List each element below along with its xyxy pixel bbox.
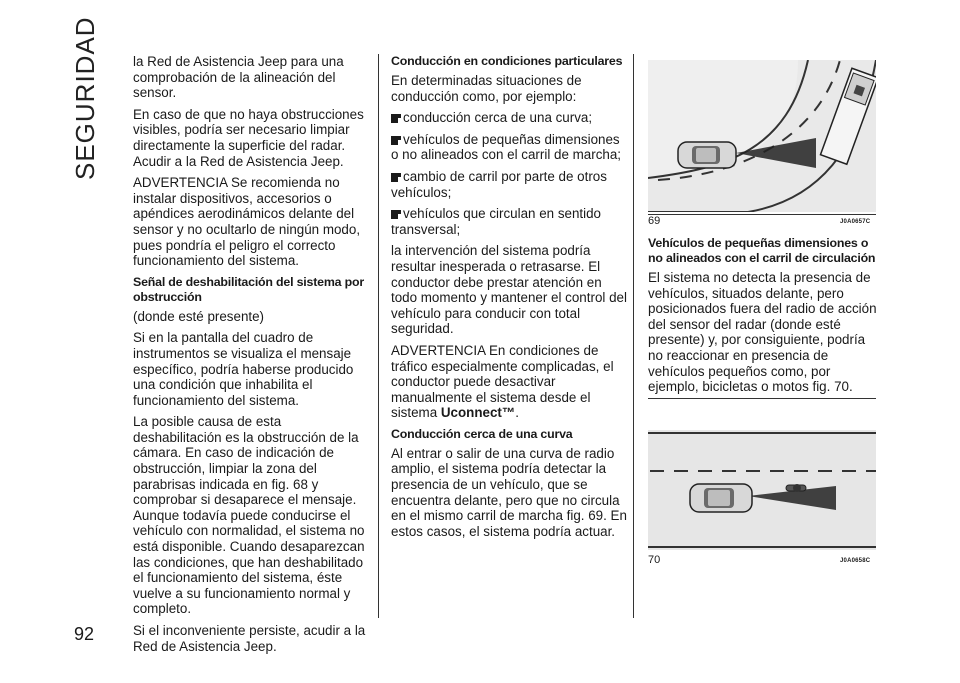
paragraph: La posible causa de esta deshabilitación es la obstrucción de la cámara. En caso de indicación de obstrucción, limpiar la zona del parabrisas indicada en fig. 68 y comprobar si desaparece el mensaje. Aunque todavía puede conducirse el vehículo con normalidad, el sistema no está disponible. Cuando desaparezcan las condiciones, que han deshabilitado el funcionamiento del sistema, éste vuelve a su funcionamiento normal y completo. [133, 414, 365, 617]
column-2 [391, 54, 627, 545]
list-item: cambio de carril por parte de otros vehículos; [391, 168, 607, 200]
column-1 [133, 54, 369, 660]
warning-paragraph: ADVERTENCIA Se recomienda no instalar dispositivos, accesorios o apéndices aerodinámicos delante del sensor y no ocultarlo de ningún modo, pues pondría el peligro el correcto funcionamiento del sistema. [133, 175, 361, 269]
figure-69-illustration [648, 60, 876, 212]
list-item: vehículos que circulan en sentido transversal; [391, 206, 602, 237]
paragraph: Si en la pantalla del cuadro de instrumentos se visualiza el mensaje específico, podría haberse producido una condición que inhabilita el funcionamiento del sistema. [133, 330, 354, 408]
warning-paragraph: ADVERTENCIA En condiciones de tráfico especialmente complicadas, el conductor puede desactivar manualmente el sistema desde el sistema Uconnect™. [391, 342, 614, 421]
bullet-icon [391, 114, 398, 123]
figure-code: J0A0658C [840, 558, 871, 564]
bullet-icon [391, 210, 398, 219]
figure-rule [648, 214, 876, 215]
bullet-icon [391, 173, 398, 182]
figure-code: J0A0657C [840, 219, 871, 225]
paragraph: Al entrar o salir de una curva de radio amplio, el sistema podría detectar la presencia de un vehículo, que se encuentra delante, pero que no circula en el mismo carril de marcha fig. 69. En estos casos, el sistema podría actuar. [391, 445, 627, 539]
column-divider [378, 54, 379, 618]
page-number: 92 [74, 624, 95, 644]
paragraph: la intervención del sistema podría resultar inesperada o retrasarse. El conductor debe prestar atención en todo momento y mantener el control del vehículo para conducir con total seguridad. [391, 243, 627, 337]
section-heading: Conducción en condiciones particulares [391, 54, 623, 68]
list-item: vehículos de pequeñas dimensiones o no alineados con el carril de marcha; [391, 131, 622, 163]
column-divider [633, 54, 634, 618]
section-heading: Vehículos de pequeñas dimensiones o no alineados con el carril de circulación [648, 236, 876, 265]
paragraph: (donde esté presente) [133, 308, 265, 324]
paragraph: la Red de Asistencia Jeep para una comprobación de la alineación del sensor. [133, 54, 344, 101]
figure-number: 70 [648, 554, 661, 566]
paragraph: El sistema no detecta la presencia de vehículos, situados delante, pero posicionados fuera del radio de acción del sensor del radar (donde esté presente) y, por consiguiente, podría no reaccionar en presencia de vehículos pequeños como, por ejemplo, bicicletas o motos fig. 70. [648, 270, 877, 395]
figure-70-illustration [648, 430, 876, 550]
section-heading: Conducción cerca de una curva [391, 426, 573, 441]
bullet-icon [391, 136, 398, 145]
column-3 [648, 236, 880, 401]
paragraph: En caso de que no haya obstrucciones visibles, podría ser necesario limpiar directamente la superficie del radar. Acudir a la Red de Asistencia Jeep. [133, 106, 364, 169]
paragraph: Si el inconveniente persiste, acudir a la Red de Asistencia Jeep. [133, 623, 366, 654]
section-title: SEGURIDAD [70, 16, 100, 180]
paragraph: En determinadas situaciones de conducción como, por ejemplo: [391, 73, 582, 104]
figure-number: 69 [648, 215, 661, 227]
figure-rule [648, 398, 876, 399]
list-item: conducción cerca de una curva; [391, 110, 627, 126]
section-heading: Señal de deshabilitación del sistema por obstrucción [133, 274, 364, 304]
